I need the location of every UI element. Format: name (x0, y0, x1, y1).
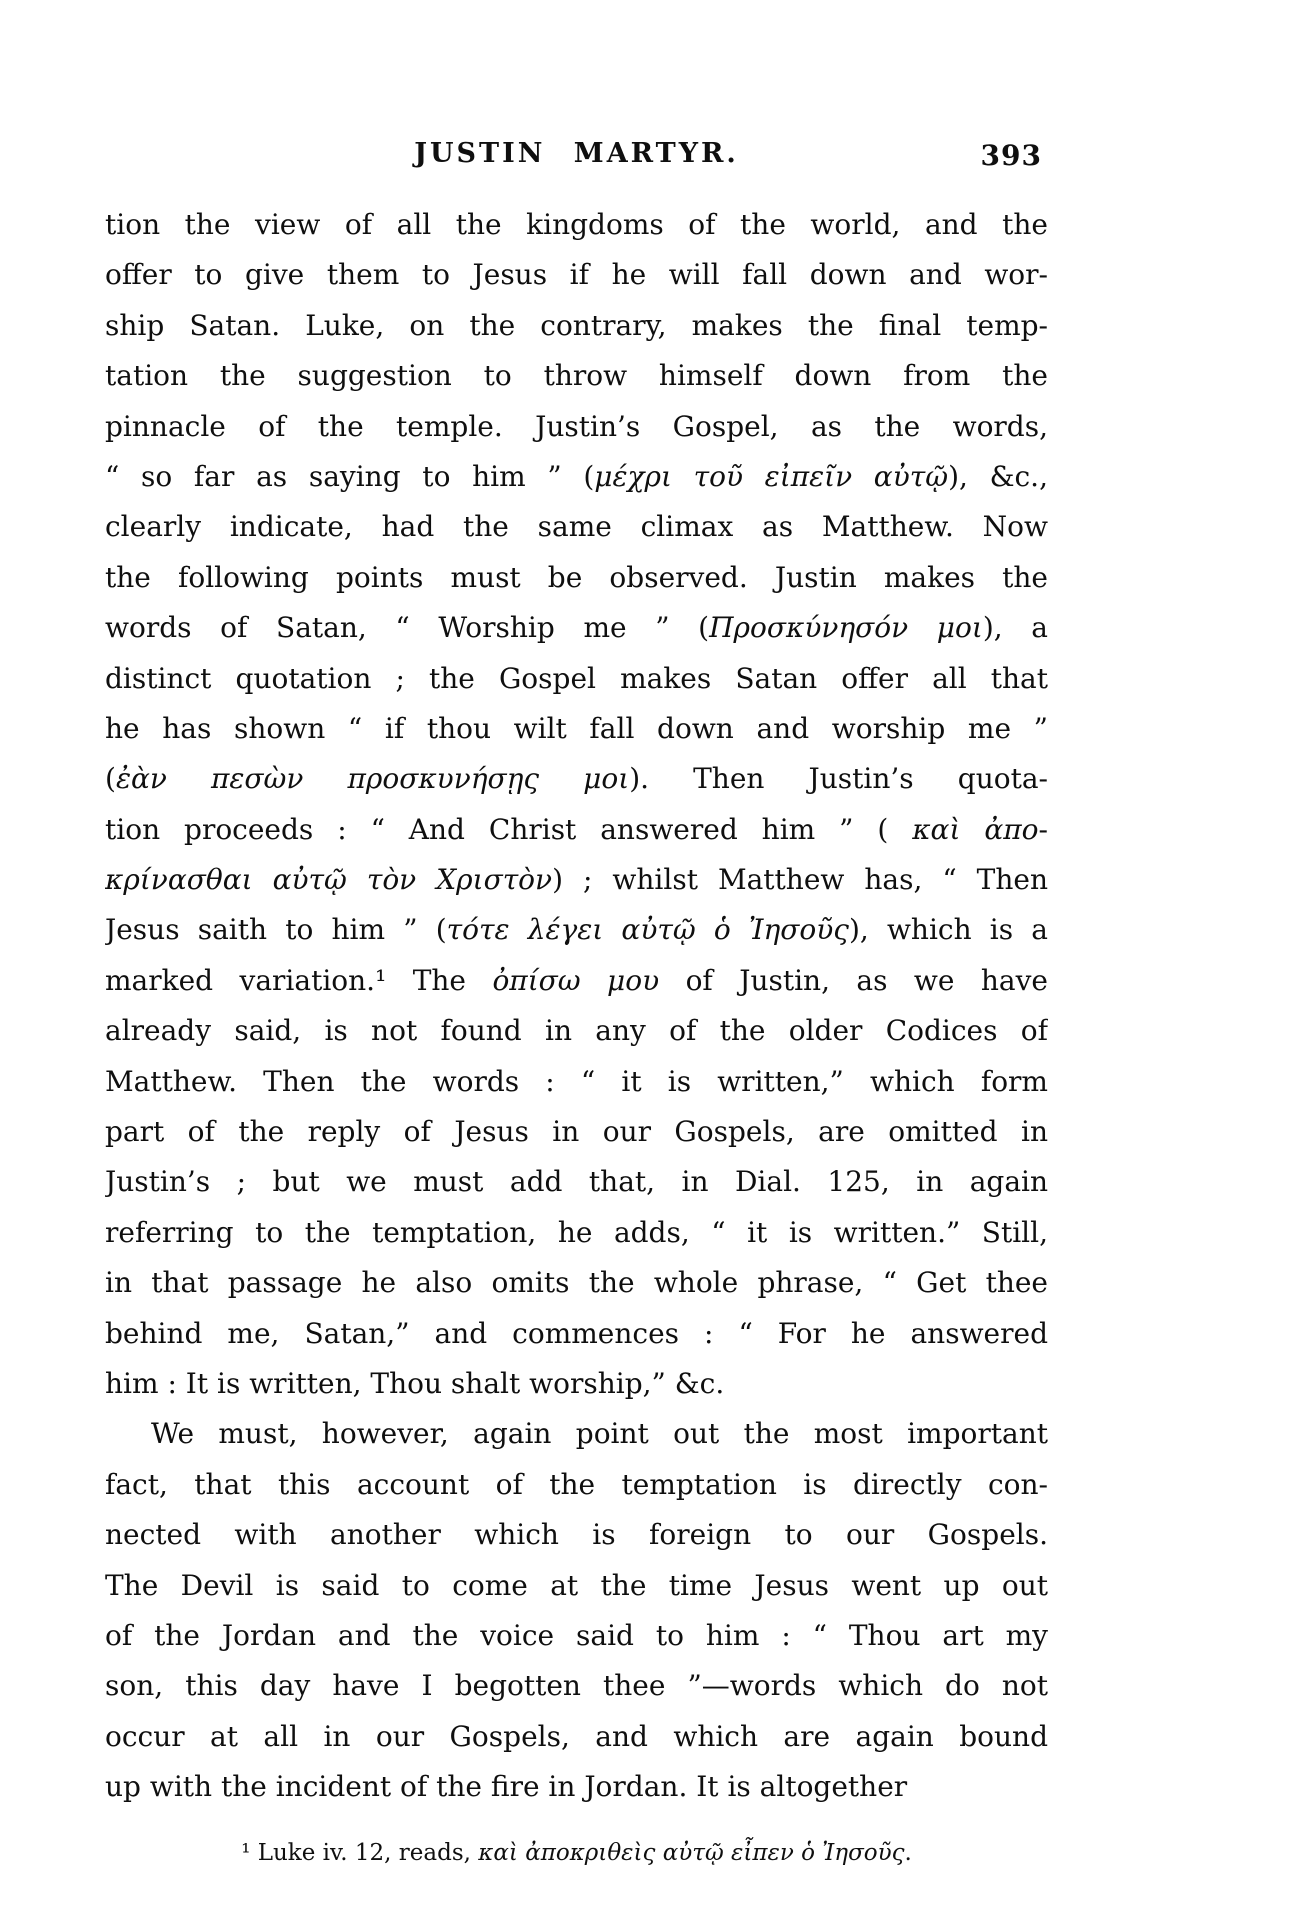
text-line: κρίνασθαι αὐτῷ τὸν Χριστὸν) ; whilst Matthew has, “ Then (105, 863, 1048, 897)
text-line: Matthew. Then the words : “ it is written,” which form (105, 1064, 1048, 1098)
text-line: part of the reply of Jesus in our Gospels, are omitted in (105, 1115, 1048, 1149)
text-line: Justin’s ; but we must add that, in Dial. 125, in again (105, 1165, 1048, 1199)
text-line: Jesus saith to him ” (τότε λέγει αὐτῷ ὁ Ἰησοῦς), which is a (105, 913, 1048, 947)
text-line: already said, is not found in any of the older Codices of (105, 1014, 1048, 1048)
text-line: “ so far as saying to him ” (μέχρι τοῦ εἰπεῖν αὐτῷ), &c., (105, 459, 1048, 493)
text-line: in that passage he also omits the whole phrase, “ Get thee (105, 1266, 1048, 1300)
text-line: pinnacle of the temple. Justin’s Gospel, as the words, (105, 409, 1048, 443)
text-line: marked variation.¹ The ὀπίσω μου of Justin, as we have (105, 963, 1048, 997)
footnote: ¹ Luke iv. 12, reads, καὶ ἀποκριθεὶς αὐτῷ εἶπεν ὁ Ἰησοῦς. (241, 1840, 912, 1866)
text-line: behind me, Satan,” and commences : “ For he answered (105, 1316, 1048, 1350)
text-line: tation the suggestion to throw himself down from the (105, 359, 1048, 393)
running-header-title: JUSTIN MARTYR. (414, 138, 739, 169)
text-line: (ἐὰν πεσὼν προσκυνήσῃς μοι). Then Justin’s quota- (105, 762, 1048, 796)
text-line: offer to give them to Jesus if he will fall down and wor- (105, 258, 1048, 292)
text-line: fact, that this account of the temptation is directly con- (105, 1467, 1048, 1501)
page-number: 393 (980, 139, 1042, 172)
text-line: nected with another which is foreign to our Gospels. (105, 1518, 1048, 1552)
text-line: he has shown “ if thou wilt fall down and worship me ” (105, 711, 1048, 745)
text-line: son, this day have I begotten thee ”—words which do not (105, 1669, 1048, 1703)
text-line: tion the view of all the kingdoms of the world, and the (105, 208, 1048, 241)
text-line: occur at all in our Gospels, and which are again bound (105, 1719, 1048, 1753)
text-line: up with the incident of the fire in Jordan. It is altogether (105, 1770, 908, 1804)
text-line: referring to the temptation, he adds, “ it is written.” Still, (105, 1215, 1048, 1249)
text-line: words of Satan, “ Worship me ” (Προσκύνησόν μοι), a (105, 611, 1048, 645)
page-header (105, 138, 1048, 182)
text-line: the following points must be observed. Justin makes the (105, 560, 1048, 594)
text-line: distinct quotation ; the Gospel makes Satan offer all that (105, 661, 1048, 695)
text-line: clearly indicate, had the same climax as Matthew. Now (105, 510, 1048, 544)
text-line: tion proceeds : “ And Christ answered him ” ( καὶ ἀπο- (105, 812, 1048, 846)
text-line: We must, however, again point out the most important (151, 1417, 1048, 1451)
text-line: of the Jordan and the voice said to him : “ Thou art my (105, 1618, 1048, 1652)
text-line: him : It is written, Thou shalt worship,” &c. (105, 1366, 725, 1400)
text-line: ship Satan. Luke, on the contrary, makes the final temp- (105, 308, 1048, 342)
text-line: The Devil is said to come at the time Jesus went up out (105, 1568, 1048, 1602)
page-body-text (105, 200, 1048, 1813)
